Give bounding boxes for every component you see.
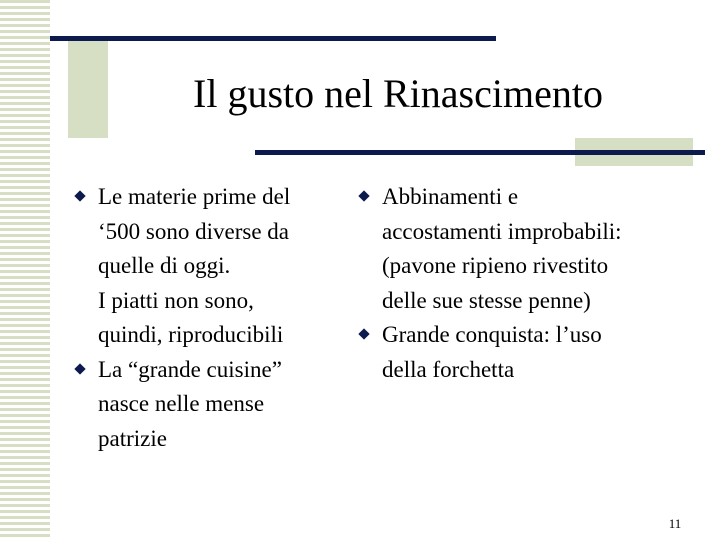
right-column [360,180,700,387]
bullet-line: Grande conquista: l’uso [382,322,602,347]
bullet-line: I piatti non sono, [98,287,254,313]
bullet-line: (pavone ripieno rivestito [382,253,609,278]
slide-title: Il gusto nel Rinascimento [193,71,603,116]
bullet-item [76,180,346,353]
bullet-line: della forchetta [382,356,515,382]
diamond-bullet-icon [358,328,369,339]
bullet-line: quelle di oggi. [98,253,231,278]
bullet-line: nasce nelle mense [98,391,265,416]
bullet-line: Le materie prime del [98,184,291,209]
title-rule-top [50,36,496,41]
bullet-item [76,353,346,457]
diamond-bullet-icon [358,190,369,201]
title-rule-bottom [255,150,705,155]
bullet-line: Abbinamenti e [382,184,519,209]
diamond-bullet-icon [74,190,85,201]
page-number: 11 [668,516,682,531]
bullet-line: accostamenti improbabili: [382,218,622,244]
decorative-accent-block [68,38,108,138]
diamond-bullet-icon [74,363,85,374]
decorative-stripes [0,0,50,540]
bullet-line: patrizie [98,425,167,451]
bullet-line: La “grande cuisine” [98,356,282,382]
bullet-item [360,318,700,387]
left-column [76,180,346,456]
bullet-line: delle sue stesse penne) [382,287,591,313]
bullet-line: quindi, riproducibili [98,322,284,347]
bullet-line: ‘500 sono diverse da [98,218,289,244]
bullet-item [360,180,700,318]
